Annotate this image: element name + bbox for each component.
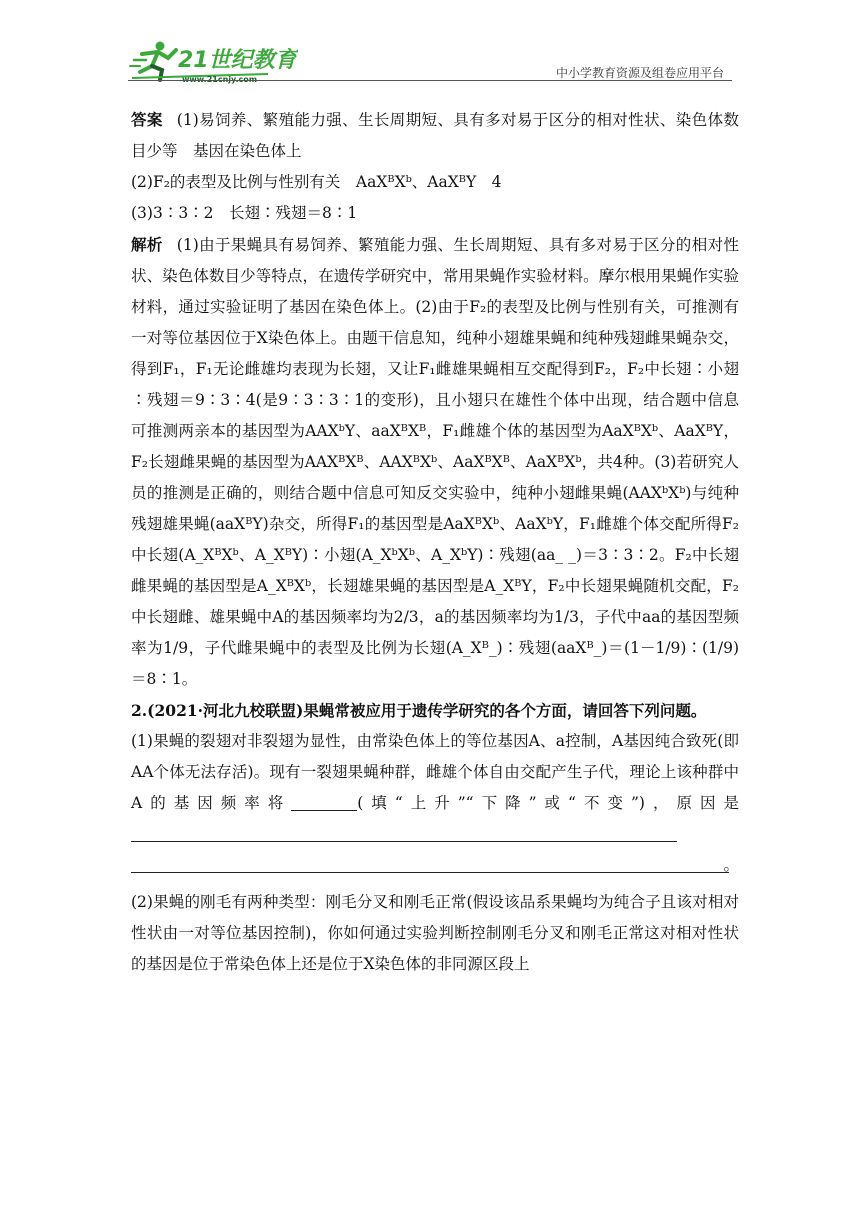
question-2-part-2: (2)果蝇的刚毛有两种类型：刚毛分叉和刚毛正常(假设该品系果蝇均为纯合子且该对相对性状由一对等位基因控制)，你如何通过实验判断控制刚毛分叉和刚毛正常这对相对性状的基因是位于常染色体上还是位于X染色体的非同源区段上	[131, 893, 739, 973]
answer-line-2: (2)F₂的表型及比例与性别有关 AaXᴮXᵇ、AaXᴮY 4	[131, 173, 502, 191]
runner-logo-icon	[128, 38, 298, 84]
answer-label: 答案	[131, 110, 163, 129]
site-logo	[128, 38, 298, 84]
answer-line-3: (3)3∶3∶2 长翅∶残翅＝8∶1	[131, 204, 358, 222]
question-2-part-1	[131, 726, 739, 850]
answer-line-1: (1)易饲养、繁殖能力强、生长周期短、具有多对易于区分的相对性状、染色体数目少等 基因在染色体上	[131, 111, 739, 160]
sentence-end-mark: 。	[723, 856, 739, 874]
analysis-label: 解析	[131, 235, 163, 254]
answer-blank-reason-2[interactable]	[131, 850, 739, 881]
question-2-stem: 2.(2021·河北九校联盟)果蝇常被应用于遗传学研究的各个方面，请回答下列问题。	[131, 701, 707, 720]
question-2-part-1-text-a: (1)果蝇的裂翅对非裂翅为显性，由常染色体上的等位基因A、a控制，A基因纯合致死(即AA个体无法存活)。现有一裂翅果蝇种群，雌雄个体自由交配产生子代，理论上该种群中A的基因频率将	[131, 732, 739, 812]
question-2-part-1-text-b: (填“上升”“下降”或“不变”)，原因是	[357, 794, 740, 812]
document-body	[131, 104, 739, 980]
platform-title: 中小学教育资源及组卷应用平台	[555, 66, 724, 80]
answer-paragraph	[131, 104, 739, 167]
analysis-text: (1)由于果蝇具有易饲养、繁殖能力强、生长周期短、具有多对易于区分的相对性状、染色体数目少等特点，在遗传学研究中，常用果蝇作实验材料。摩尔根用果蝇作实验材料，通过实验证明了基因在染色体上。(2)由于F₂的表型及比例与性别有关，可推测有一对等位基因位于X染色体上。由题干信息知，纯种小翅雄果蝇和纯种残翅雌果蝇杂交，得到F₁，F₁无论雌雄均表现为长翅，又让F₁雌雄果蝇相互交配得到F₂，F₂中长翅∶小翅∶残翅＝9∶3∶4(是9∶3∶3∶1的变形)，且小翅只在雄性个体中出现，结合题中信息可推测两亲本的基因型为AAXᵇY、aaXᴮXᴮ，F₁雌雄个体的基因型为AaXᴮXᵇ、AaXᴮY，F₂长翅雌果蝇的基因型为AAXᴮXᴮ、AAXᴮXᵇ、AaXᴮXᴮ、AaXᴮXᵇ，共4种。(3)若研究人员的推测是正确的，则结合题中信息可知反交实验中，纯种小翅雌果蝇(AAXᵇXᵇ)与纯种残翅雄果蝇(aaXᴮY)杂交，所得F₁的基因型是AaXᴮXᵇ、AaXᵇY，F₁雌雄个体交配所得F₂中长翅(A_XᴮXᵇ、A_XᴮY)∶小翅(A_XᵇXᵇ、A_XᵇY)∶残翅(aa_ _)＝3∶3∶2。F₂中长翅雌果蝇的基因型是A_XᴮXᵇ，长翅雄果蝇的基因型是A_XᴮY，F₂中长翅果蝇随机交配，F₂中长翅雌、雄果蝇中A的基因频率均为2/3，a的基因频率均为1/3，子代中aa的基因型频率为1/9，子代雌果蝇中的表型及比例为长翅(A_Xᴮ_)∶残翅(aaXᴮ_)＝(1－1/9)∶(1/9)＝8∶1。	[131, 236, 739, 688]
page-header	[0, 0, 860, 90]
answer-blank-reason-1[interactable]	[131, 825, 677, 842]
answer-blank-trend[interactable]	[291, 794, 357, 811]
analysis-paragraph	[131, 229, 739, 695]
header-divider	[128, 80, 732, 81]
logo-wordmark: 21世纪教育	[178, 48, 297, 73]
